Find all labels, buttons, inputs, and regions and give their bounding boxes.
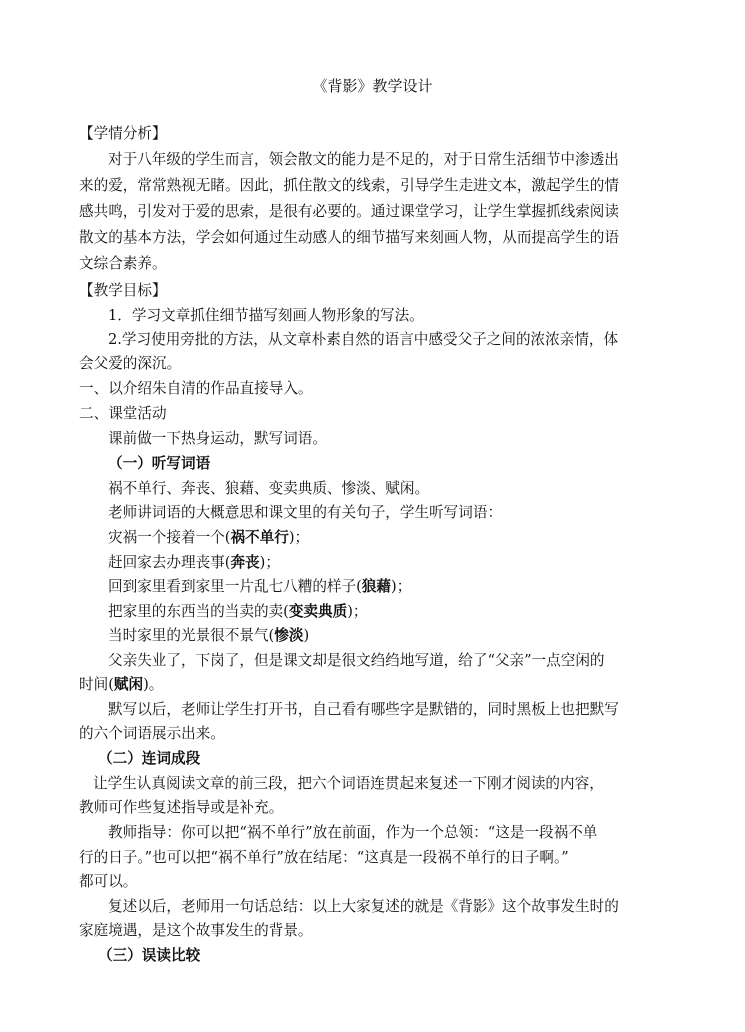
dictation-tail: )； — [288, 529, 310, 546]
dictation-sentence: 当时家里的光景很不景气( — [108, 627, 275, 644]
paragraph-line: 文综合素养。 — [79, 255, 167, 272]
paragraph-line: 父亲失业了，下岗了，但是课文却是很文绉绉地写道，给了“父亲”一点空闲的 — [108, 652, 605, 669]
paragraph-line: 复述以后，老师用一句话总结：以上大家复述的就是《背影》这个故事发生时的 — [108, 898, 619, 915]
dictation-sentence: 灾祸一个接着一个( — [108, 529, 231, 546]
paragraph-line: 来的爱，常常熟视无睹。因此，抓住散文的线索，引导学生走进文本，激起学生的情 — [79, 177, 619, 194]
dictation-sentence: 回到家里看到家里一片乱七八糟的样子( — [108, 578, 362, 595]
dictation-item — [108, 602, 368, 622]
dictation-tail: )。 — [143, 676, 164, 693]
dictation-term: 赋闲 — [113, 676, 144, 693]
dictation-tail: )； — [391, 578, 412, 595]
subheading-connect-words: （二）连词成段 — [98, 750, 201, 767]
dictation-instruction: 老师讲词语的大概意思和课文里的有关句子，学生听写词语： — [108, 504, 503, 521]
heading-teaching-goals: 【教学目标】 — [79, 282, 167, 299]
dictation-item — [108, 626, 309, 646]
part-one-heading: 一、以介绍朱自清的作品直接导入。 — [79, 380, 313, 397]
word-list: 祸不单行、奔丧、狼藉、变卖典质、惨淡、赋闲。 — [108, 480, 430, 497]
part-two-intro: 课前做一下热身运动，默写词语。 — [108, 430, 327, 447]
paragraph-line: 感共鸣，引发对于爱的思索，是很有必要的。通过课堂学习，让学生掌握抓线索阅读 — [79, 203, 619, 220]
heading-student-analysis: 【学情分析】 — [79, 125, 167, 142]
dictation-sentence: 赶回家去办理丧事( — [108, 554, 231, 571]
paragraph-line: 让学生认真阅读文章的前三段，把六个词语连贯起来复述一下刚才阅读的内容， — [93, 775, 604, 792]
dictation-term: 奔丧 — [230, 554, 260, 571]
goal-item-continued: 会父爱的深沉。 — [79, 355, 182, 372]
dictation-tail: )； — [347, 603, 368, 620]
dictation-sentence: 把家里的东西当的当卖的卖( — [108, 603, 289, 620]
paragraph-line — [79, 675, 163, 695]
dictation-tail: )； — [259, 554, 280, 571]
paragraph-line: 教师指导：你可以把“祸不单行”放在前面，作为一个总领：“这是一段祸不单 — [108, 824, 598, 841]
document-title: 《背影》教学设计 — [312, 77, 433, 95]
paragraph-line: 对于八年级的学生而言，领会散文的能力是不足的，对于日常生活细节中渗透出 — [108, 151, 619, 168]
part-two-heading: 二、课堂活动 — [79, 405, 167, 422]
goal-item: 2.学习使用旁批的方法，从文章朴素自然的语言中感受父子之间的浓浓亲情，体 — [108, 331, 619, 348]
paragraph-line: 行的日子。”也可以把“祸不单行”放在结尾：“这真是一段祸不单行的日子啊。” — [79, 849, 569, 866]
paragraph-line: 散文的基本方法，学会如何通过生动感人的细节描写来刻画人物，从而提高学生的语 — [79, 229, 619, 246]
dictation-item — [108, 528, 309, 548]
goal-item: 1．学习文章抓住细节描写刻画人物形象的写法。 — [108, 307, 424, 324]
paragraph-line: 都可以。 — [79, 873, 138, 890]
dictation-term: 惨淡 — [274, 627, 304, 644]
dictation-term: 变卖典质 — [288, 603, 348, 620]
paragraph-line: 教师可作些复述指导或是补充。 — [79, 799, 284, 816]
dictation-term: 狼藉 — [361, 578, 391, 595]
dictation-term: 祸不单行 — [230, 529, 289, 546]
dictation-item — [108, 577, 411, 597]
subheading-dictation: （一）听写词语 — [108, 455, 211, 472]
dictation-item — [108, 553, 280, 573]
dictation-sentence: 时间( — [79, 676, 114, 693]
paragraph-line: 的六个词语展示出来。 — [79, 725, 225, 742]
paragraph-line: 家庭境遇，是这个故事发生的背景。 — [79, 922, 313, 939]
dictation-tail: ) — [303, 627, 310, 644]
paragraph-line: 默写以后，老师让学生打开书，自己看有哪些字是默错的，同时黑板上也把默写 — [108, 701, 619, 718]
subheading-misreading-comparison: （三）误读比较 — [98, 947, 201, 964]
